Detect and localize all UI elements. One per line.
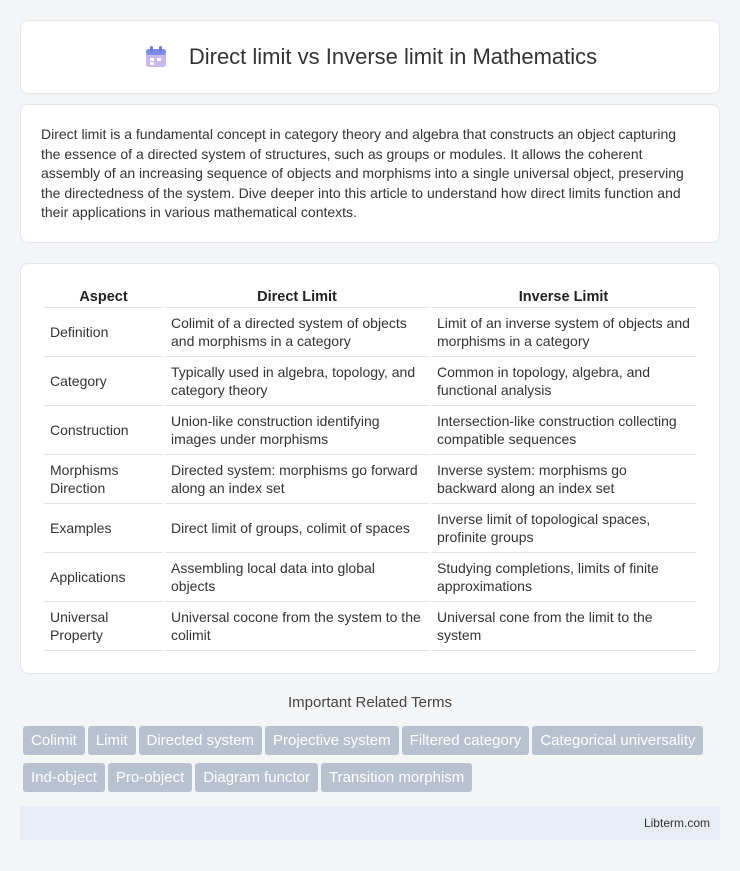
related-terms-list xyxy=(23,726,723,800)
aspect-cell: Category xyxy=(44,357,163,406)
intro-card xyxy=(20,104,720,243)
related-term-tag[interactable]: Directed system xyxy=(139,726,263,755)
inverse-limit-cell: Inverse system: morphisms go backward along an index set xyxy=(431,455,696,504)
direct-limit-cell: Direct limit of groups, colimit of spaces xyxy=(165,504,429,553)
calendar-icon xyxy=(143,44,169,70)
table-row xyxy=(44,553,696,602)
comparison-card xyxy=(20,263,720,674)
related-term-tag[interactable]: Diagram functor xyxy=(195,763,318,792)
table-header-row xyxy=(44,284,696,308)
direct-limit-cell: Colimit of a directed system of objects and morphisms in a category xyxy=(165,308,429,357)
related-term-tag[interactable]: Pro-object xyxy=(108,763,192,792)
table-row xyxy=(44,308,696,357)
aspect-cell: Morphisms Direction xyxy=(44,455,163,504)
inverse-limit-cell: Inverse limit of topological spaces, profinite groups xyxy=(431,504,696,553)
inverse-limit-cell: Universal cone from the limit to the system xyxy=(431,602,696,651)
aspect-cell: Examples xyxy=(44,504,163,553)
page-title: Direct limit vs Inverse limit in Mathematics xyxy=(188,44,598,69)
inverse-limit-cell: Intersection-like construction collecting compatible sequences xyxy=(431,406,696,455)
aspect-cell: Definition xyxy=(44,308,163,357)
footer xyxy=(20,806,720,840)
related-term-tag[interactable]: Ind-object xyxy=(23,763,105,792)
related-term-tag[interactable]: Filtered category xyxy=(402,726,530,755)
column-header-inverse-limit: Inverse Limit xyxy=(431,284,696,308)
comparison-table xyxy=(42,284,698,651)
related-term-tag[interactable]: Colimit xyxy=(23,726,85,755)
inverse-limit-cell: Limit of an inverse system of objects and morphisms in a category xyxy=(431,308,696,357)
aspect-cell: Construction xyxy=(44,406,163,455)
related-term-tag[interactable]: Transition morphism xyxy=(321,763,472,792)
table-row xyxy=(44,357,696,406)
aspect-cell: Universal Property xyxy=(44,602,163,651)
inverse-limit-cell: Common in topology, algebra, and functional analysis xyxy=(431,357,696,406)
aspect-cell: Applications xyxy=(44,553,163,602)
footer-site-link[interactable]: Libterm.com xyxy=(643,816,710,830)
intro-text: Direct limit is a fundamental concept in category theory and algebra that constructs an object capturing the essence of a directed system of structures, such as groups or modules. It allows the coherent assembly of an increasing sequence of objects and morphisms into a single universal object, preserving the directedness of the system. Dive deeper into this article to understand how direct limits function and their applications in various mathematical contexts. xyxy=(41,126,684,221)
column-header-aspect: Aspect xyxy=(44,284,163,308)
table-row xyxy=(44,406,696,455)
table-row xyxy=(44,504,696,553)
direct-limit-cell: Union-like construction identifying images under morphisms xyxy=(165,406,429,455)
inverse-limit-cell: Studying completions, limits of finite approximations xyxy=(431,553,696,602)
related-term-tag[interactable]: Projective system xyxy=(265,726,399,755)
column-header-direct-limit: Direct Limit xyxy=(165,284,429,308)
table-row xyxy=(44,455,696,504)
related-term-tag[interactable]: Categorical universality xyxy=(532,726,703,755)
direct-limit-cell: Directed system: morphisms go forward along an index set xyxy=(165,455,429,504)
related-term-tag[interactable]: Limit xyxy=(88,726,136,755)
direct-limit-cell: Universal cocone from the system to the colimit xyxy=(165,602,429,651)
direct-limit-cell: Assembling local data into global objects xyxy=(165,553,429,602)
table-row xyxy=(44,602,696,651)
direct-limit-cell: Typically used in algebra, topology, and category theory xyxy=(165,357,429,406)
header-card xyxy=(20,20,720,94)
related-terms-title: Important Related Terms xyxy=(288,694,452,711)
